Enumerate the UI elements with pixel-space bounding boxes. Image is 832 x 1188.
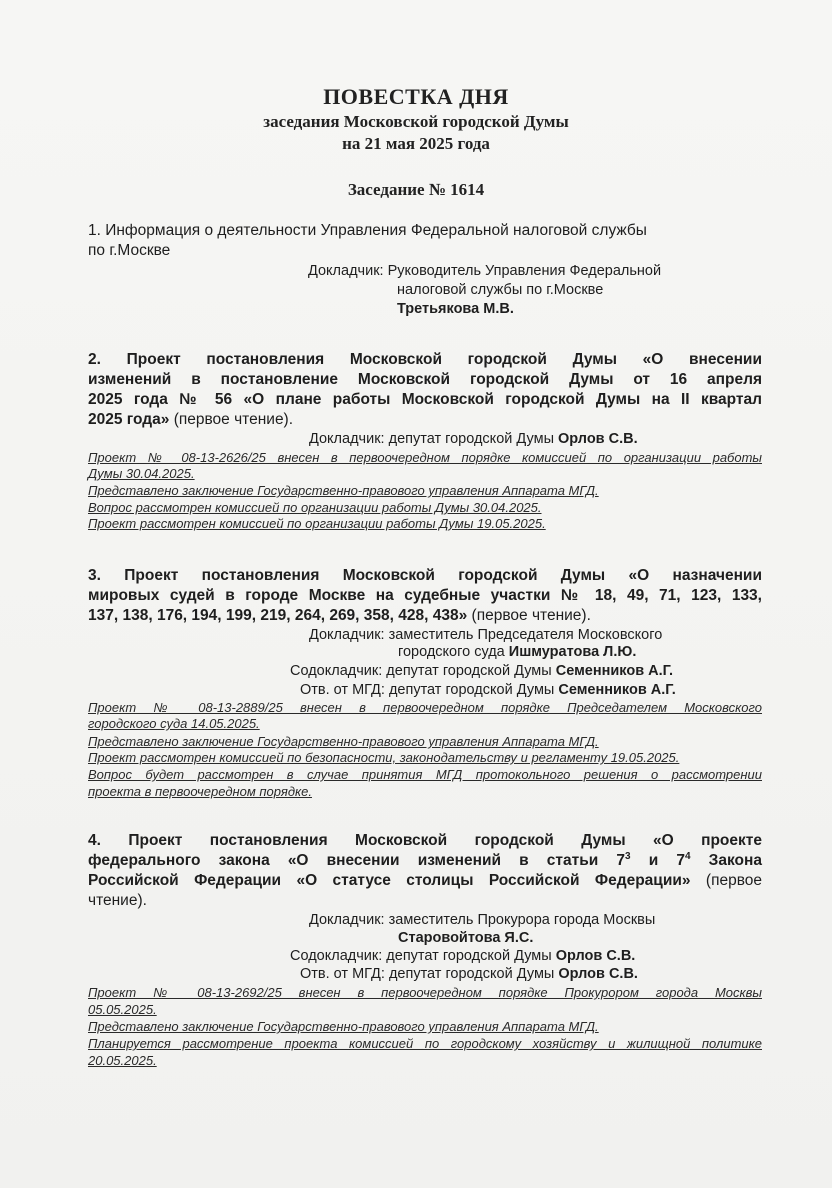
coreporter-label: Содокладчик: [290, 948, 383, 964]
item4-plain-part: (первое [690, 872, 763, 889]
item4-reporter [309, 911, 655, 930]
mgd-name: Орлов С.В. [558, 966, 638, 982]
item3-note: городского суда 14.05.2025. [88, 716, 260, 731]
item1-line: по г.Москве [88, 242, 171, 259]
item2-note: Вопрос рассмотрен комиссией по организации работы Думы 30.04.2025. [88, 500, 542, 515]
item3-line: 3. Проект постановления Московской городской Думы «О назначении [88, 567, 762, 584]
item4-note: 20.05.2025. [88, 1053, 157, 1068]
mgd-label: Отв. от МГД: [300, 682, 385, 698]
item4-note: 05.05.2025. [88, 1002, 157, 1017]
mgd-text: депутат городской Думы [388, 966, 559, 982]
item4-line: 4. Проект постановления Московской городской Думы «О проекте [88, 832, 762, 849]
item2-reporter [309, 430, 638, 449]
coreporter-text: депутат городской Думы [386, 948, 556, 964]
item2-note: Проект № 08-13-2626/25 внесен в первоочередном порядке комиссией по организации работы [88, 450, 762, 465]
item2-bold-part: 2025 года» [88, 411, 170, 428]
item4-bold-part: Российской Федерации «О статусе столицы Российской Федерации» [88, 872, 691, 889]
document-date: на 21 мая 2025 года [342, 134, 490, 153]
item4-mgd [300, 965, 638, 984]
session-number: Заседание № 1614 [347, 180, 485, 199]
mgd-label: Отв. от МГД: [300, 966, 385, 982]
item3-bold-part: 137, 138, 176, 194, 199, 219, 264, 269, 358, 428, 438» [88, 607, 468, 624]
item2-title [88, 350, 762, 430]
coreporter-name: Семенников А.Г. [555, 663, 674, 679]
reporter-text: заместитель Председателя Московского [388, 627, 663, 643]
item1-reporter-line2: налоговой службы по г.Москве [397, 282, 604, 298]
item1-title [88, 221, 762, 261]
item2-plain-part: (первое чтение). [169, 411, 294, 428]
reporter-label: Докладчик: [309, 431, 385, 447]
item4-text: и 7 [630, 852, 685, 869]
reporter-text: депутат городской Думы [388, 431, 559, 447]
item4-text: Закона [690, 852, 763, 869]
item3-note: проекта в первоочередном порядке. [88, 784, 312, 799]
reporter-label: Докладчик: [309, 627, 385, 643]
item3-note: Проект рассмотрен комиссией по безопасности, законодательству и регламенту 19.05.2025. [88, 750, 680, 765]
item1-reporter [308, 262, 661, 281]
coreporter-text: депутат городской Думы [386, 663, 556, 679]
item2-note: Проект рассмотрен комиссией по организации работы Думы 19.05.2025. [88, 516, 546, 531]
item3-reporter-line2 [398, 643, 636, 662]
item4-coreporter [290, 947, 635, 966]
item2-line: 2. Проект постановления Московской городской Думы «О внесении [88, 351, 762, 368]
reporter-text: городского суда [398, 644, 509, 660]
item3-note: Представлено заключение Государственно-правового управления Аппарата МГД. [88, 734, 599, 749]
mgd-text: депутат городской Думы [388, 682, 559, 698]
reporter-name: Ишмуратова Л.Ю. [508, 644, 637, 660]
item4-superscript: 4 [684, 850, 691, 862]
item2-line [88, 410, 762, 430]
item4-text: федерального закона «О внесении изменений в статьи 7 [88, 852, 626, 869]
item3-title [88, 566, 762, 626]
item2-line: 2025 года № 56 «О плане работы Московской городской Думы на II квартал [88, 391, 762, 408]
item4-title [88, 831, 762, 911]
reporter-label: Докладчик: [308, 263, 384, 279]
item3-line [88, 606, 762, 626]
item4-note: Представлено заключение Государственно-правового управления Аппарата МГД. [88, 1019, 599, 1034]
item3-plain-part: (первое чтение). [467, 607, 591, 624]
mgd-name: Семенников А.Г. [558, 682, 676, 698]
document-title: ПОВЕСТКА ДНЯ [323, 84, 509, 109]
item2-note: Думы 30.04.2025. [88, 466, 195, 481]
reporter-label: Докладчик: [309, 912, 385, 928]
item4-line [88, 871, 762, 891]
item2-line: изменений в постановление Московской городской Думы от 16 апреля [88, 371, 762, 388]
reporter-text: Руководитель Управления Федеральной [387, 263, 662, 279]
item3-mgd [300, 681, 676, 700]
item4-line: чтение). [88, 892, 147, 909]
item4-note: Проект № 08-13-2692/25 внесен в первоочередном порядке Прокурором города Москвы [88, 985, 762, 1000]
coreporter-name: Орлов С.В. [555, 948, 636, 964]
item2-note: Представлено заключение Государственно-правового управления Аппарата МГД. [88, 483, 599, 498]
item4-note: Планируется рассмотрение проекта комиссией по городскому хозяйству и жилищной политике [88, 1036, 762, 1051]
document-subtitle: заседания Московской городской Думы [263, 112, 569, 131]
item1-line: 1. Информация о деятельности Управления Федеральной налоговой службы [88, 222, 647, 239]
coreporter-label: Содокладчик: [290, 663, 383, 679]
item4-line [88, 851, 762, 871]
item3-note: Проект № 08-13-2889/25 внесен в первоочередном порядке Председателем Московского [88, 700, 762, 715]
reporter-name: Орлов С.В. [558, 431, 638, 447]
item4-superscript: 3 [625, 850, 631, 862]
item1-reporter-name: Третьякова М.В. [397, 301, 514, 317]
item3-line: мировых судей в городе Москве на судебные участки № 18, 49, 71, 123, 133, [88, 587, 762, 604]
item4-reporter-name: Старовойтова Я.С. [398, 930, 534, 946]
item3-coreporter [290, 662, 673, 681]
item3-note: Вопрос будет рассмотрен в случае принятия МГД протокольного решения о рассмотрении [88, 767, 762, 782]
reporter-text: заместитель Прокурора города Москвы [388, 912, 656, 928]
